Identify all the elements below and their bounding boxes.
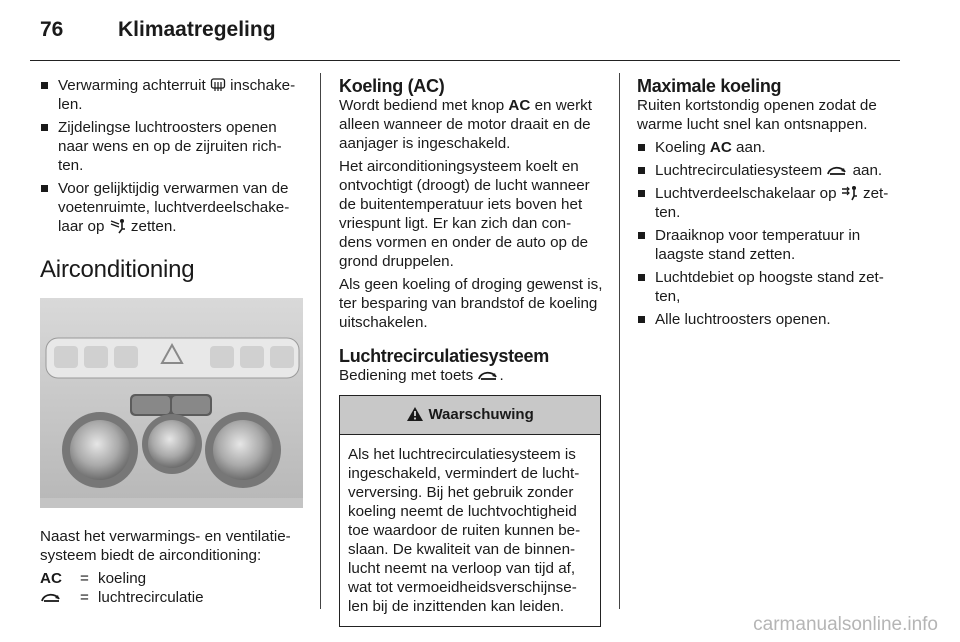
- warning-title: Waarschuwing: [428, 406, 534, 423]
- list-item: Luchtrecirculatiesysteem aan.: [637, 161, 902, 180]
- column-divider-2: [619, 73, 620, 609]
- legend-value: koeling: [98, 570, 147, 587]
- recirculation-text: Bediening met toets .: [339, 367, 504, 384]
- airconditioning-intro: Naast het verwarmings- en ventilatie-systeem biedt de airconditioning:: [40, 528, 291, 564]
- legend-key: AC: [40, 570, 62, 587]
- bullet-list-max-cooling: [637, 138, 902, 329]
- max-cooling-intro: Ruiten kortstondig openen zodat de warme lucht snel kan ontsnappen.: [637, 97, 877, 133]
- list-item: Zijdelingse luchtroosters openen naar wens en op de zijruiten rich-ten.: [40, 118, 305, 175]
- list-item: Draaiknop voor temperatuur in laagste stand zetten.: [637, 226, 902, 264]
- rear-window-heating-icon: [210, 77, 226, 93]
- list-item: Luchtverdeelschakelaar op zet-ten.: [637, 184, 902, 222]
- chapter-title: Klimaatregeling: [118, 18, 276, 41]
- watermark: carmanualsonline.info: [753, 614, 938, 635]
- column-middle: [339, 76, 604, 627]
- cooling-paragraph-2: Het airconditioningsysteem koelt en ontvochtigt (droogt) de lucht wanneer de buitentemperatuur iets boven het vriespunt ligt. Er kan zich dan con-dens vormen en onder de auto op de grond druppelen.: [339, 158, 590, 270]
- air-distribution-feet-icon: [109, 218, 127, 234]
- recirculation-icon: [477, 369, 499, 383]
- list-item: Alle luchtroosters openen.: [637, 310, 902, 329]
- bullet-list-heating: [40, 76, 305, 236]
- air-distribution-face-icon: [841, 185, 859, 201]
- warning-text: Als het luchtrecirculatiesysteem is ingeschakeld, vermindert de lucht-verversing. Bij het gebruik zonder koeling neemt de luchtvochtigheid toe waardoor de ruiten kunnen be-slaan. De kwaliteit van de binnen-lucht neemt na verloop van tijd af, wat tot vermoeidheidsverschijnse-len bij de inzittenden kan leiden.: [348, 446, 581, 615]
- warning-header: [340, 396, 600, 435]
- section-heading-max-cooling: Maximale koeling: [637, 76, 782, 96]
- recirculation-icon: [826, 164, 848, 178]
- list-item: Verwarming achterruit inschake-len.: [40, 76, 305, 114]
- section-heading-cooling: Koeling (AC): [339, 76, 445, 96]
- section-heading-airconditioning: Airconditioning: [40, 256, 195, 283]
- section-heading-recirculation: Luchtrecirculatiesysteem: [339, 346, 549, 366]
- recirculation-icon: [40, 591, 62, 605]
- page-number: 76: [40, 18, 64, 41]
- cooling-paragraph-3: Als geen koeling of droging gewenst is, ter besparing van brandstof de koeling uitschakelen.: [339, 276, 603, 331]
- column-right: [637, 76, 902, 333]
- list-item: Luchtdebiet op hoogste stand zet-ten,: [637, 268, 902, 306]
- warning-box: [339, 395, 601, 627]
- legend-row-recirculation: = luchtrecirculatie: [40, 588, 305, 607]
- legend-value: luchtrecirculatie: [98, 589, 204, 606]
- list-item: Koeling AC aan.: [637, 138, 902, 157]
- list-item: Voor gelijktijdig verwarmen van de voetenruimte, luchtverdeelschake-laar op zetten.: [40, 179, 305, 236]
- header-divider: [30, 60, 900, 61]
- column-divider-1: [320, 73, 321, 609]
- warning-triangle-icon: [406, 406, 424, 422]
- cooling-paragraph-1: Wordt bediend met knop AC en werkt alleen wanneer de motor draait en de aanjager is ingeschakeld.: [339, 97, 592, 152]
- legend-row-ac: AC = koeling: [40, 570, 147, 587]
- column-left: [40, 76, 305, 607]
- climate-control-panel-figure: [40, 298, 303, 508]
